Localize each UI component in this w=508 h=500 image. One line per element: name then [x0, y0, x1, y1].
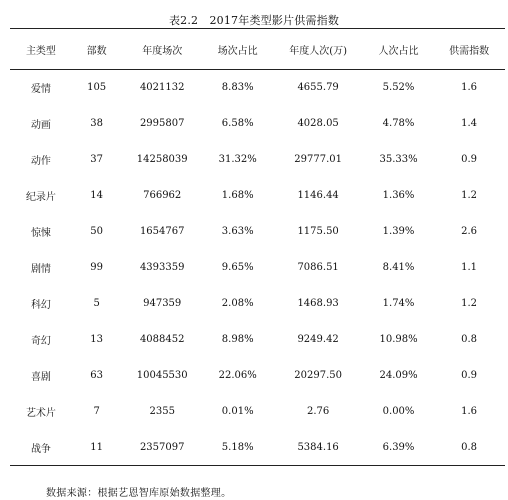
- cell-index: 1.4: [461, 118, 478, 129]
- cell-screening-share: 5.18%: [221, 441, 254, 453]
- cell-screening-share: 6.58%: [221, 118, 254, 129]
- header-row: [10, 29, 505, 70]
- cell-screening-share: 1.68%: [221, 190, 254, 201]
- cell-admissions: 4655.79: [297, 82, 339, 94]
- table-header: [10, 29, 505, 70]
- table-row: [10, 358, 505, 394]
- source-note: 数据来源：根据艺恩智库原始数据整理。: [46, 488, 232, 499]
- cell-count: 11: [90, 441, 103, 453]
- table-row: [10, 250, 505, 286]
- cell-screenings: 2355: [149, 406, 175, 417]
- cell-genre: 爱情: [30, 84, 51, 96]
- cell-admissions: 20297.50: [294, 370, 342, 381]
- cell-genre: 战争: [30, 443, 51, 455]
- cell-index: 0.9: [461, 154, 478, 165]
- cell-admissions: 1175.50: [297, 226, 339, 237]
- cell-screening-share: 31.32%: [218, 154, 257, 165]
- cell-genre: 奇幻: [30, 336, 51, 347]
- cell-screenings: 766962: [143, 190, 182, 201]
- cell-screenings: 14258039: [136, 154, 188, 165]
- cell-genre: 艺术片: [25, 408, 56, 419]
- table-body: [10, 70, 505, 466]
- cell-admission-share: 8.41%: [382, 262, 415, 273]
- cell-screening-share: 8.83%: [221, 82, 254, 94]
- cell-index: 2.6: [461, 226, 478, 237]
- table-row: [10, 430, 505, 466]
- header-supply-demand-index: 供需指数: [433, 29, 505, 70]
- cell-screenings: 947359: [143, 298, 182, 309]
- header-screening-share: 场次占比: [203, 29, 272, 70]
- cell-admission-share: 1.36%: [382, 190, 415, 201]
- cell-screenings: 2995807: [139, 118, 185, 129]
- cell-genre: 纪录片: [25, 192, 56, 203]
- cell-count: 105: [87, 82, 107, 94]
- cell-count: 99: [90, 262, 103, 273]
- cell-count: 38: [90, 118, 103, 129]
- header-genre: 主类型: [10, 29, 72, 70]
- cell-count: 37: [90, 154, 103, 165]
- cell-count: 14: [90, 190, 103, 201]
- cell-genre: 动画: [30, 120, 51, 131]
- header-count: 部数: [72, 29, 122, 70]
- table-row: [10, 142, 505, 178]
- table-row: [10, 178, 505, 214]
- cell-screening-share: 2.08%: [221, 298, 254, 309]
- cell-admission-share: 10.98%: [379, 334, 418, 345]
- cell-count: 13: [90, 334, 103, 345]
- cell-screenings: 10045530: [136, 370, 188, 381]
- cell-index: 0.9: [461, 370, 478, 381]
- cell-admissions: 29777.01: [294, 154, 342, 165]
- cell-index: 1.1: [461, 262, 478, 273]
- cell-index: 0.8: [461, 334, 478, 345]
- cell-genre: 喜剧: [30, 372, 51, 383]
- cell-count: 63: [90, 370, 103, 381]
- cell-admission-share: 1.39%: [382, 226, 415, 237]
- cell-admission-share: 24.09%: [379, 370, 418, 381]
- cell-screenings: 4021132: [139, 82, 185, 94]
- cell-count: 50: [90, 226, 103, 237]
- cell-count: 7: [93, 406, 100, 417]
- cell-genre: 惊悚: [30, 228, 51, 239]
- cell-index: 1.2: [461, 298, 478, 309]
- cell-admissions: 7086.51: [297, 262, 339, 273]
- cell-admission-share: 35.33%: [379, 154, 418, 165]
- cell-index: 1.6: [461, 406, 478, 417]
- cell-admissions: 1468.93: [297, 298, 339, 309]
- cell-genre: 动作: [30, 156, 51, 167]
- cell-screenings: 4393359: [139, 262, 185, 273]
- cell-admissions: 9249.42: [297, 334, 339, 345]
- table-row: [10, 214, 505, 250]
- cell-admission-share: 4.78%: [382, 118, 415, 129]
- header-screenings: 年度场次: [121, 29, 203, 70]
- cell-admissions: 1146.44: [297, 190, 339, 201]
- cell-screening-share: 3.63%: [221, 226, 254, 237]
- cell-index: 1.6: [461, 82, 478, 94]
- cell-admission-share: 0.00%: [382, 406, 415, 417]
- cell-admission-share: 1.74%: [382, 298, 415, 309]
- cell-count: 5: [93, 298, 100, 309]
- cell-index: 1.2: [461, 190, 478, 201]
- cell-screening-share: 0.01%: [221, 406, 254, 417]
- cell-screening-share: 8.98%: [221, 334, 254, 345]
- table-caption: 表2.2 2017年类型影片供需指数: [168, 14, 340, 27]
- cell-screening-share: 22.06%: [218, 370, 257, 381]
- header-admissions: 年度人次(万): [272, 29, 364, 70]
- cell-genre: 剧情: [30, 264, 51, 275]
- cell-genre: 科幻: [30, 300, 51, 311]
- cell-admissions: 2.76: [306, 406, 330, 417]
- genre-supply-demand-table: [10, 28, 505, 466]
- cell-admissions: 5384.16: [297, 441, 339, 453]
- table-row: [10, 106, 505, 142]
- cell-admissions: 4028.05: [297, 118, 339, 129]
- cell-index: 0.8: [461, 441, 478, 453]
- cell-screenings: 2357097: [139, 441, 185, 453]
- table-row: [10, 322, 505, 358]
- cell-admission-share: 6.39%: [382, 441, 415, 453]
- cell-screening-share: 9.65%: [221, 262, 254, 273]
- table-row: [10, 394, 505, 430]
- cell-admission-share: 5.52%: [382, 82, 415, 94]
- cell-screenings: 1654767: [139, 226, 185, 237]
- cell-screenings: 4088452: [139, 334, 185, 345]
- table-row: [10, 286, 505, 322]
- header-admission-share: 人次占比: [364, 29, 433, 70]
- table-row: [10, 70, 505, 106]
